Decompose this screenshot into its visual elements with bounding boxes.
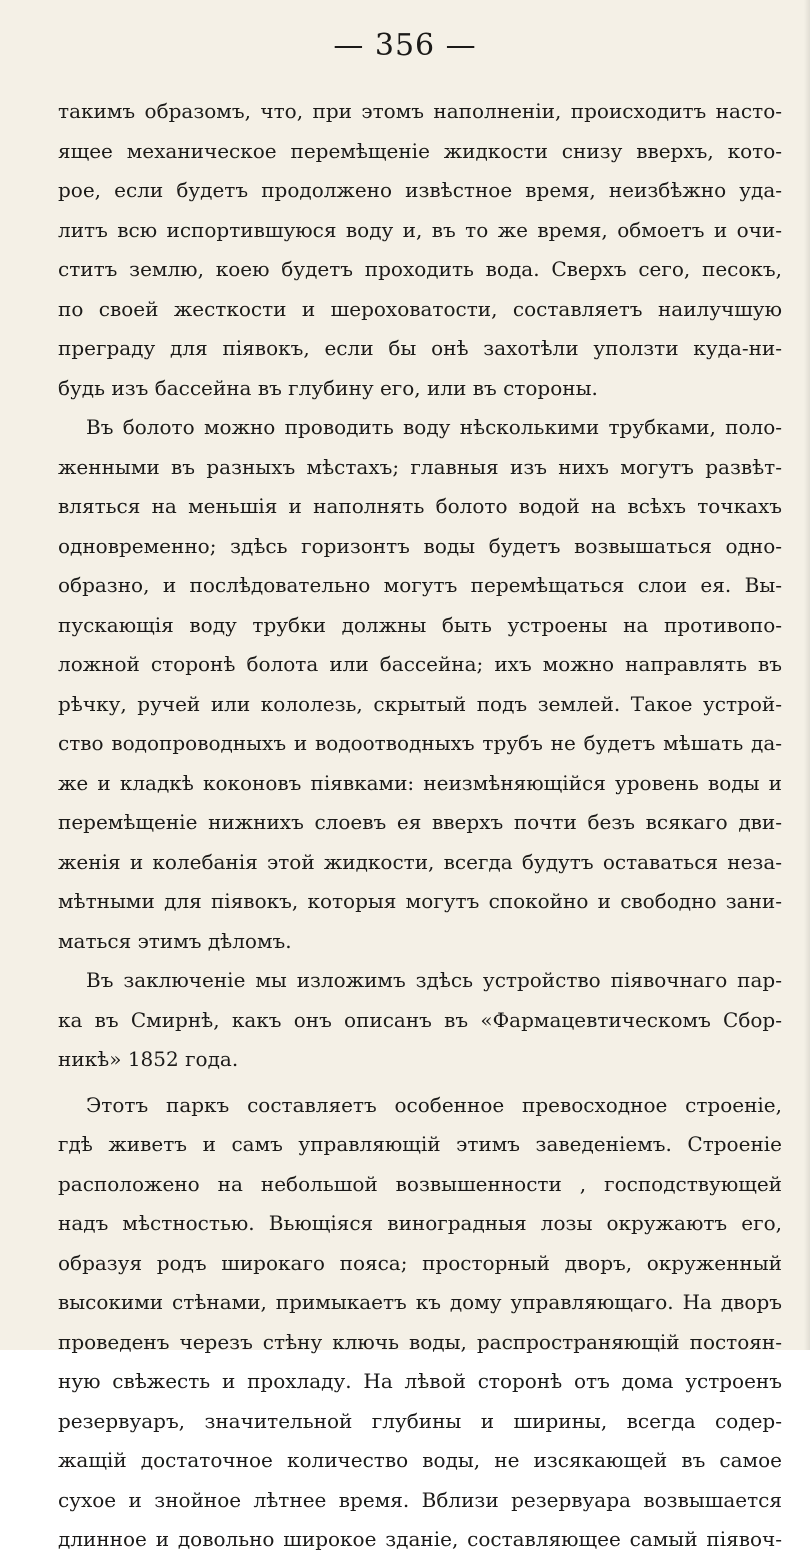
text-line: литъ всю испортившуюся воду и, въ то же время, обмоетъ и очи-	[58, 217, 782, 242]
text-line: одновременно; здѣсь горизонтъ воды будетъ возвышаться одно-	[58, 533, 782, 558]
text-line: сухое и знойное лѣтнее время. Вблизи резервуара возвышается	[58, 1487, 782, 1512]
text-line: ящее механическое перемѣщеніе жидкости снизу вверхъ, кото-	[58, 138, 782, 163]
text-line: длинное и довольно широкое зданіе, составляющее самый піявоч-	[58, 1527, 782, 1551]
text-line: ка въ Смирнѣ, какъ онъ описанъ въ «Фармацевтическомъ Сбор-	[58, 1007, 782, 1032]
text-line: рое, если будетъ продолжено извѣстное время, неизбѣжно уда-	[58, 178, 782, 202]
text-line: проведенъ черезъ стѣну ключь воды, распространяющій постоян-	[58, 1329, 782, 1354]
text-line: резервуаръ, значительной глубины и ширины, всегда содер-	[58, 1408, 782, 1433]
text-line: никѣ» 1852 года.	[58, 1047, 239, 1071]
text-line: высокими стѣнами, примыкаетъ къ дому управляющаго. На дворъ	[58, 1290, 782, 1314]
text-line: Въ заключеніе мы изложимъ здѣсь устройство піявочнаго пар-	[86, 968, 782, 992]
text-line: гдѣ живетъ и самъ управляющій этимъ заведеніемъ. Строеніе	[58, 1132, 782, 1156]
text-line: по своей жесткости и шероховатости, составляетъ наилучшую	[58, 296, 782, 321]
text-line: Въ болото можно проводить воду нѣсколькими трубками, поло-	[86, 415, 782, 439]
body-text	[58, 92, 782, 1560]
text-line: ную свѣжесть и прохладу. На лѣвой сторонѣ отъ дома устроенъ	[58, 1369, 782, 1393]
page-number: — 356 —	[333, 28, 477, 63]
text-line: рѣчку, ручей или кололезь, скрытый подъ землей. Такое устрой-	[58, 691, 782, 716]
text-line: ститъ землю, коею будетъ проходить вода. Сверхъ сего, песокъ,	[58, 257, 782, 281]
text-line: ство водопроводныхъ и водоотводныхъ трубъ не будетъ мѣшать да-	[58, 731, 782, 755]
text-line: будь изъ бассейна въ глубину его, или въ стороны.	[58, 375, 598, 400]
text-line: жащій достаточное количество воды, не изсякающей въ самое	[58, 1448, 782, 1472]
text-line: женія и колебанія этой жидкости, всегда будутъ оставаться неза-	[58, 849, 782, 874]
text-line: надъ мѣстностью. Вьющіяся виноградныя лозы окружаютъ его,	[58, 1211, 782, 1235]
text-line: маться этимъ дѣломъ.	[58, 928, 292, 953]
text-line: перемѣщеніе нижнихъ слоевъ ея вверхъ почти безъ всякаго дви-	[58, 810, 782, 834]
text-line: же и кладкѣ коконовъ піявками: неизмѣняющійся уровень воды и	[58, 770, 782, 795]
text-line: мѣтными для піявокъ, которыя могутъ спокойно и свободно зани-	[58, 889, 782, 913]
text-line: женными въ разныхъ мѣстахъ; главныя изъ нихъ могутъ развѣт-	[58, 454, 782, 479]
text-line: Этотъ паркъ составляетъ особенное превосходное строеніе,	[86, 1092, 782, 1117]
text-line: вляться на меньшія и наполнять болото водой на всѣхъ точкахъ	[58, 494, 782, 518]
text-line: преграду для піявокъ, если бы онѣ захотѣли уползти куда-ни-	[58, 336, 782, 360]
text-line: расположено на небольшой возвышенности , господствующей	[58, 1171, 782, 1196]
text-line: образуя родъ широкаго пояса; просторный дворъ, окруженный	[58, 1250, 782, 1275]
text-line: ложной сторонѣ болота или бассейна; ихъ можно направлять въ	[58, 652, 782, 676]
text-line: образно, и послѣдовательно могутъ перемѣщаться слои ея. Вы-	[58, 573, 782, 597]
text-line: такимъ образомъ, что, при этомъ наполненіи, происходитъ насто-	[58, 99, 782, 123]
text-line: пускающія воду трубки должны быть устроены на противопо-	[58, 612, 782, 637]
page-edge-shadow	[804, 0, 810, 1350]
